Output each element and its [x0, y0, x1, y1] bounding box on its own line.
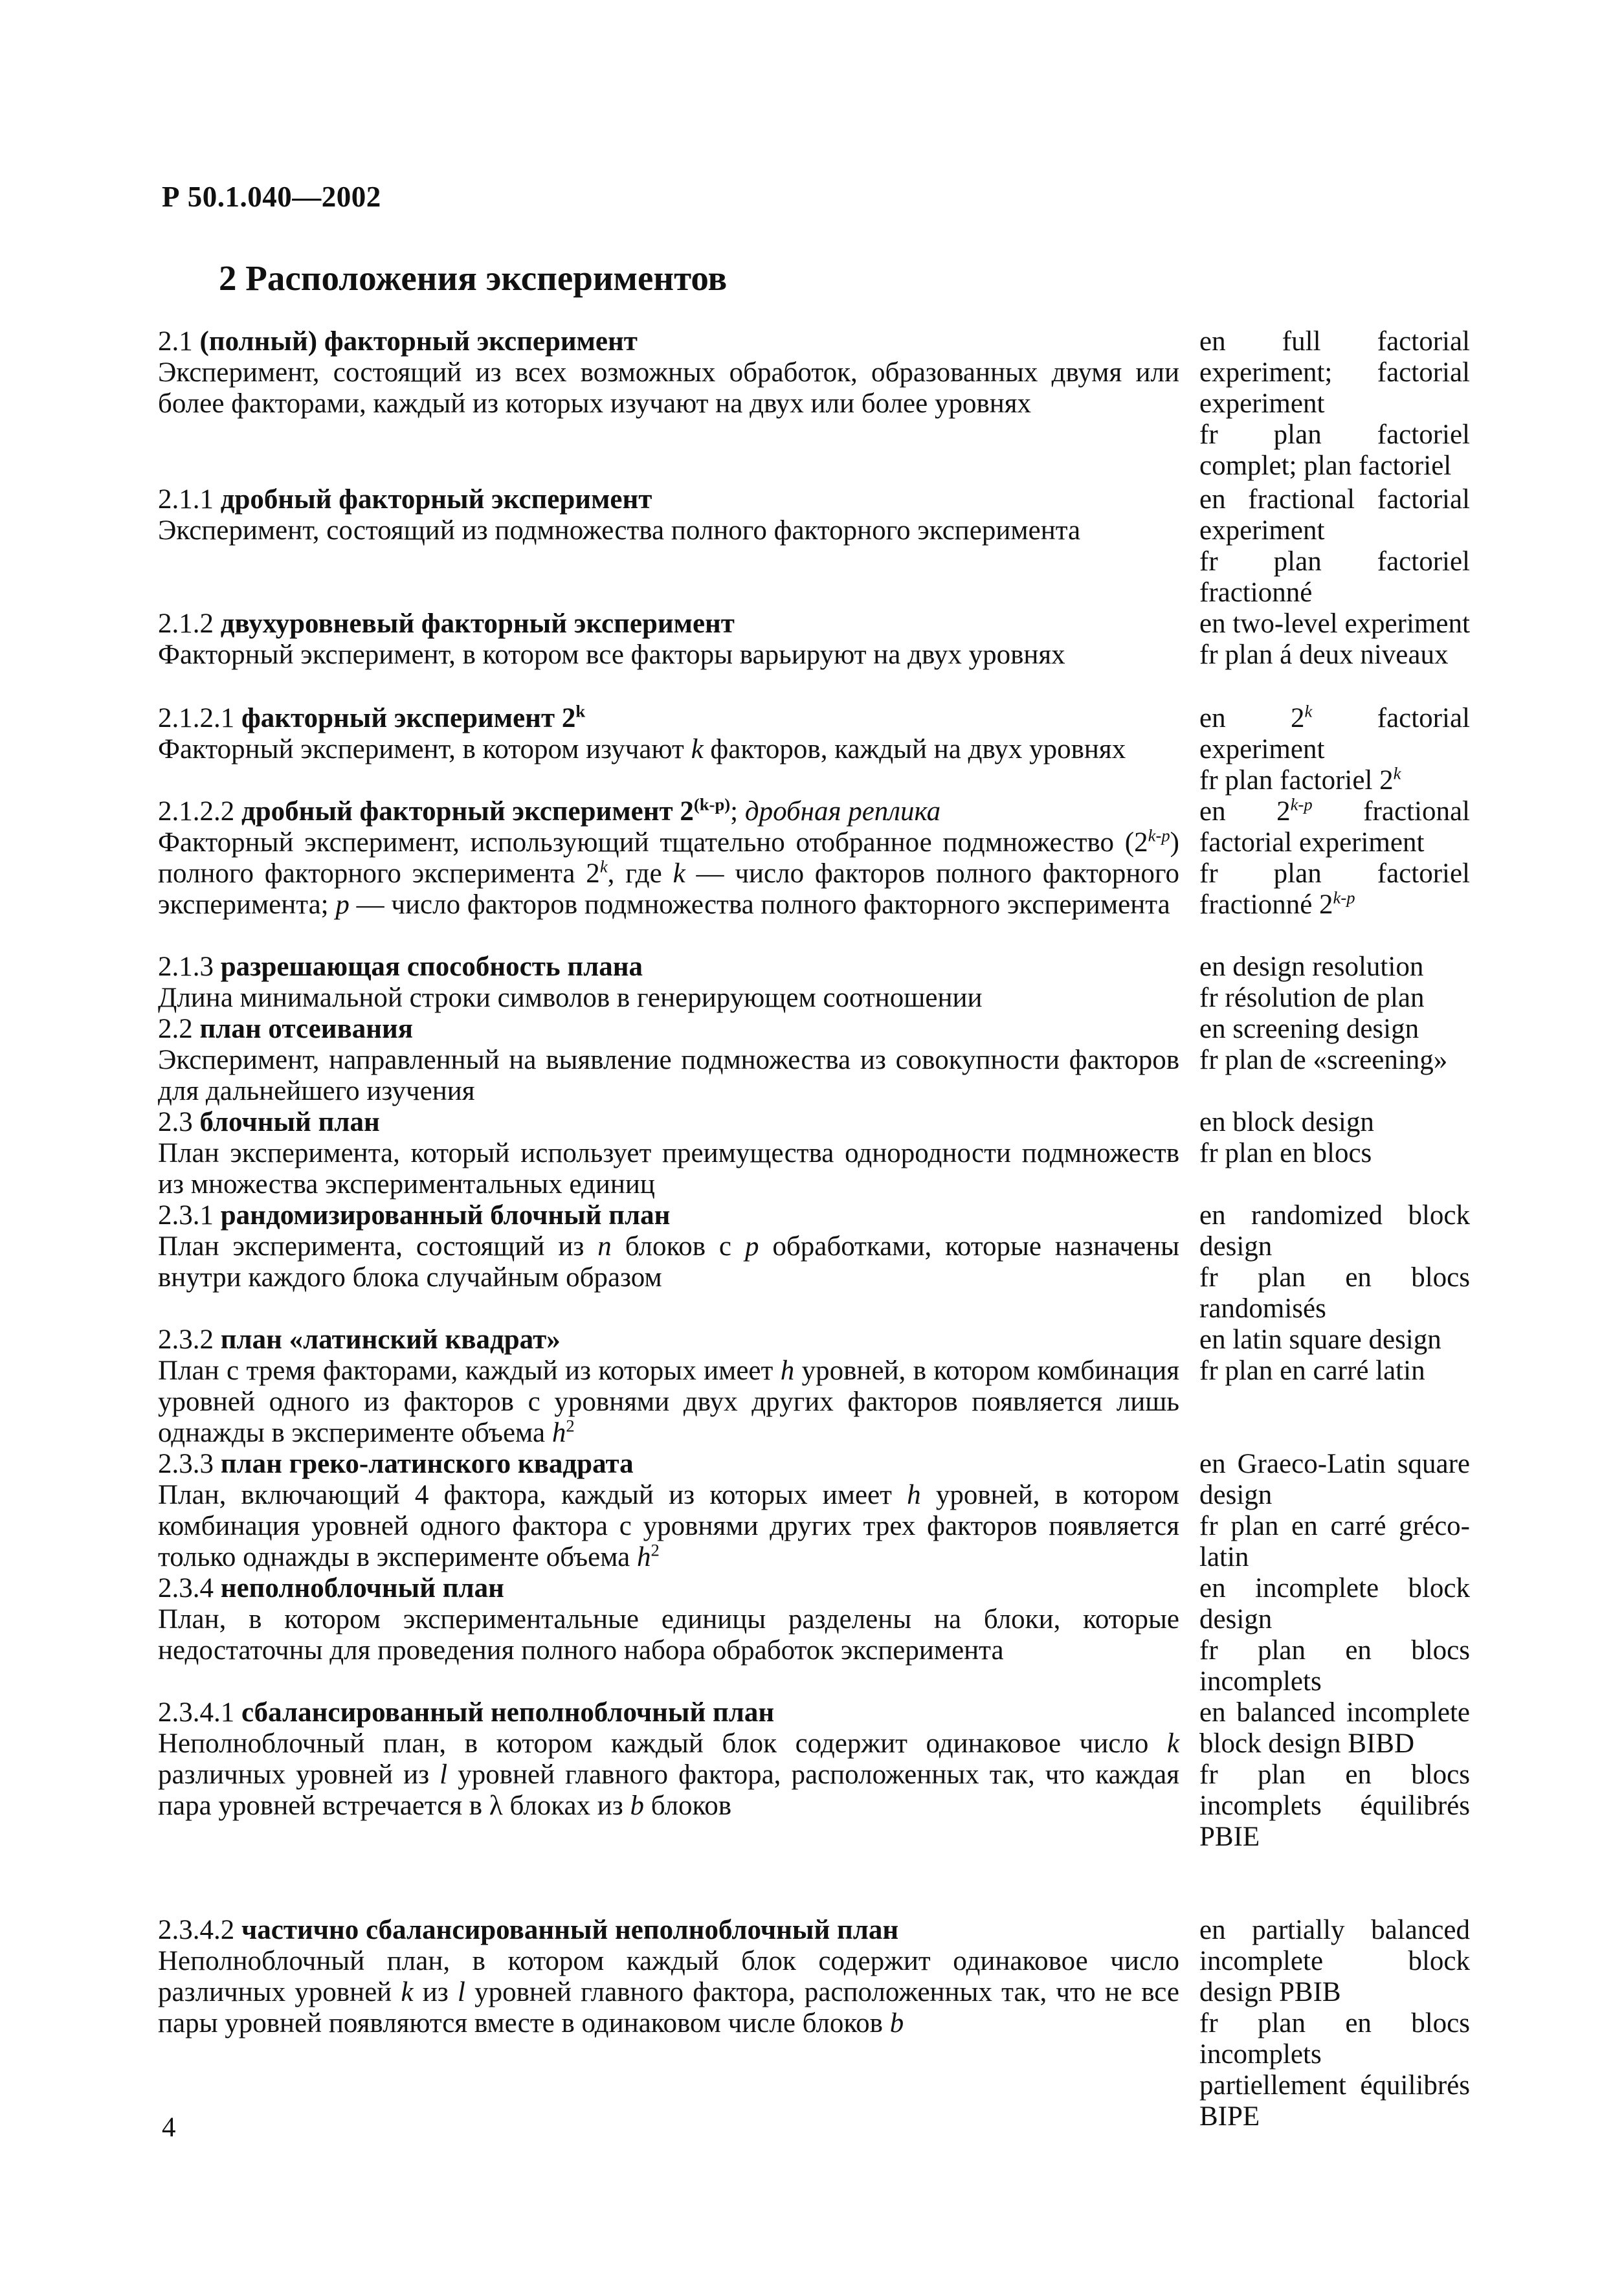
term-definition: Эксперимент, состоящий из подмножества полного факторного эксперимента [158, 515, 1081, 546]
english-equivalent: en two-level experiment [1199, 609, 1470, 639]
term-equivalents [1199, 326, 1470, 482]
term-definition: Эксперимент, направленный на выявление подмножества из совокупности факторов для дальнейшего изучения [158, 1045, 1179, 1106]
term-definition-block [158, 326, 1179, 419]
french-equivalent: fr plan de «screening» [1199, 1045, 1448, 1075]
term-equivalents [1199, 1200, 1470, 1324]
term-equivalents [1199, 703, 1470, 796]
term-equivalents [1199, 1915, 1470, 2132]
term-name: двухуровневый факторный эксперимент [220, 609, 735, 639]
term-number: 2.1.2 [158, 609, 214, 639]
term-definition-block [158, 1697, 1179, 1822]
french-equivalent: fr plan en blocs [1199, 1138, 1372, 1168]
term-definition-block [158, 1107, 1179, 1200]
term-definition: Факторный эксперимент, в котором изучают k факторов, каждый на двух уровнях [158, 734, 1126, 765]
french-equivalent: fr plan en blocs randomisés [1199, 1262, 1470, 1324]
english-equivalent: en partially balanced incomplete block design PBIB [1199, 1915, 1470, 2007]
english-equivalent: en latin square design [1199, 1324, 1441, 1355]
english-equivalent: en full factorial experiment; factorial experiment [1199, 326, 1470, 419]
term-definition: План эксперимента, который использует преимущества однородности подмножеств из множества экспериментальных единиц [158, 1138, 1179, 1200]
page-number: 4 [162, 2112, 176, 2143]
term-name: рандомизированный блочный план [220, 1200, 671, 1231]
term-definition-block [158, 1324, 1179, 1449]
english-equivalent: en fractional factorial experiment [1199, 484, 1470, 546]
term-synonym: дробная реплика [744, 796, 941, 827]
french-equivalent: fr plan en blocs incomplets partiellement équilibrés BIPE [1199, 2008, 1470, 2132]
french-equivalent: fr plan factoriel 2$^k$ [1199, 763, 1401, 796]
term-equivalents [1199, 1573, 1470, 1697]
term-number: 2.3.4 [158, 1573, 214, 1603]
term-name: план греко-латинского квадрата [220, 1449, 634, 1479]
term-definition-block [158, 1200, 1179, 1293]
term-name: блочный план [199, 1107, 380, 1137]
term-definition-block [158, 1449, 1179, 1573]
term-number: 2.2 [158, 1014, 193, 1044]
term-equivalents [1199, 1449, 1470, 1573]
term-definition-block [158, 1915, 1179, 2039]
term-number: 2.1.2.2 [158, 796, 235, 827]
french-equivalent: fr plan en blocs incomplets [1199, 1635, 1470, 1697]
term-definition: Длина минимальной строки символов в генерирующем соотношении [158, 983, 983, 1013]
term-number: 2.3 [158, 1107, 193, 1137]
term-name: дробный факторный эксперимент [220, 484, 652, 515]
term-name: факторный эксперимент 2$^k$ [241, 701, 586, 733]
term-equivalents [1199, 484, 1470, 609]
term-number: 2.3.4.2 [158, 1915, 235, 1945]
term-definition: Факторный эксперимент, в котором все факторы варьируют на двух уровнях [158, 640, 1065, 670]
document-code: Р 50.1.040—2002 [162, 181, 381, 213]
french-equivalent: fr plan en carré gréco-latin [1199, 1511, 1470, 1572]
french-equivalent: fr plan en blocs incomplets équilibrés PBIE [1199, 1759, 1470, 1852]
term-number: 2.1.2.1 [158, 703, 235, 733]
term-definition-block [158, 1573, 1179, 1666]
term-definition: План, включающий 4 фактора, каждый из которых имеет h уровней, в котором комбинация уровней одного фактора с уровнями других трех факторов появляется только однажды в эксперименте объема $h^2$ [158, 1480, 1179, 1572]
term-number: 2.3.3 [158, 1449, 214, 1479]
term-definition-block: 2.1.2.2 дробный факторный эксперимент 2$^{(k-p)}$; дробная реплика Факторный эксперимент, использующий тщательно отобранное подмножество (2$^{k-p}$) полного факторного эксперимента 2$^k$, где k — число факторов полного факторного эксперимента; p — число факторов подмножества полного факторного эксперимента [158, 794, 1179, 920]
term-name: разрешающая способность плана [220, 952, 643, 982]
term-name: частично сбалансированный неполноблочный план [241, 1915, 899, 1945]
term-definition-block [158, 484, 1179, 546]
term-number: 2.3.4.1 [158, 1697, 235, 1728]
english-equivalent: en randomized block design [1199, 1200, 1470, 1262]
english-equivalent: en Graeco-Latin square design [1199, 1449, 1470, 1510]
term-definition: Факторный эксперимент, использующий тщательно отобранное подмножество (2$^{k-p}$) полного факторного эксперимента 2$^k$, где k — число факторов полного факторного эксперимента; p — число факторов подмножества полного факторного эксперимента [158, 825, 1179, 920]
term-definition: План эксперимента, состоящий из n блоков с p обработками, которые назначены внутри каждого блока случайным образом [158, 1231, 1179, 1293]
english-equivalent: en design resolution [1199, 952, 1424, 982]
term-definition: Эксперимент, состоящий из всех возможных обработок, образованных двумя или более факторами, каждый из которых изучают на двух или более уровнях [158, 357, 1179, 419]
term-equivalents [1199, 952, 1470, 1014]
term-equivalents [1199, 609, 1470, 671]
term-number: 2.3.2 [158, 1324, 214, 1355]
french-equivalent: fr plan factoriel fractionné [1199, 546, 1470, 608]
term-equivalents [1199, 1107, 1470, 1169]
english-equivalent: en balanced incomplete block design BIBD [1199, 1697, 1470, 1759]
french-equivalent: fr plan factoriel fractionné 2$^{k-p}$ [1199, 858, 1470, 920]
french-equivalent: fr plan en carré latin [1199, 1356, 1425, 1386]
term-number: 2.1.1 [158, 484, 214, 515]
section-title: 2 Расположения экспериментов [219, 258, 728, 298]
french-equivalent: fr plan á deux niveaux [1199, 640, 1449, 670]
french-equivalent: fr résolution de plan [1199, 983, 1425, 1013]
term-definition-block [158, 703, 1179, 765]
english-equivalent: en block design [1199, 1107, 1374, 1137]
french-equivalent: fr plan factoriel complet; plan factoriel [1199, 419, 1470, 481]
term-definition: План, в котором экспериментальные единицы разделены на блоки, которые недостаточны для проведения полного набора обработок эксперимента [158, 1604, 1179, 1666]
term-name: план отсеивания [199, 1014, 414, 1044]
term-name: сбалансированный неполноблочный план [241, 1697, 775, 1728]
term-definition-block [158, 1014, 1179, 1107]
term-equivalents [1199, 1697, 1470, 1853]
english-equivalent: en 2$^k$ factorial experiment [1199, 701, 1470, 765]
term-definition-block [158, 952, 1179, 1014]
term-number: 2.3.1 [158, 1200, 214, 1231]
term-equivalents [1199, 1324, 1470, 1387]
term-name: (полный) факторный эксперимент [199, 326, 638, 357]
english-equivalent: en 2$^{k-p}$ fractional factorial experiment [1199, 794, 1470, 858]
english-equivalent: en screening design [1199, 1014, 1419, 1044]
term-definition-block [158, 609, 1179, 671]
english-equivalent: en incomplete block design [1199, 1573, 1470, 1635]
term-equivalents [1199, 1014, 1470, 1076]
term-name: план «латинский квадрат» [220, 1324, 561, 1355]
term-number: 2.1.3 [158, 952, 214, 982]
term-equivalents [1199, 796, 1470, 921]
term-definition: Неполноблочный план, в котором каждый блок содержит одинаковое число различных уровней k из l уровней главного фактора, расположенных так, что не все пары уровней появляются вместе в одинаковом числе блоков b [158, 1946, 1179, 2038]
term-definition: План с тремя факторами, каждый из которых имеет h уровней, в котором комбинация уровней одного из факторов с уровнями двух других факторов появляется лишь однажды в эксперименте объема $h^2$ [158, 1356, 1179, 1448]
term-definition: Неполноблочный план, в котором каждый блок содержит одинаковое число k различных уровней из l уровней главного фактора, расположенных так, что каждая пара уровней встречается в λ блоках из b блоков [158, 1728, 1179, 1821]
term-number: 2.1 [158, 326, 193, 357]
term-name: неполноблочный план [220, 1573, 504, 1603]
term-name: дробный факторный эксперимент 2$^{(k-p)}$ [241, 794, 731, 827]
